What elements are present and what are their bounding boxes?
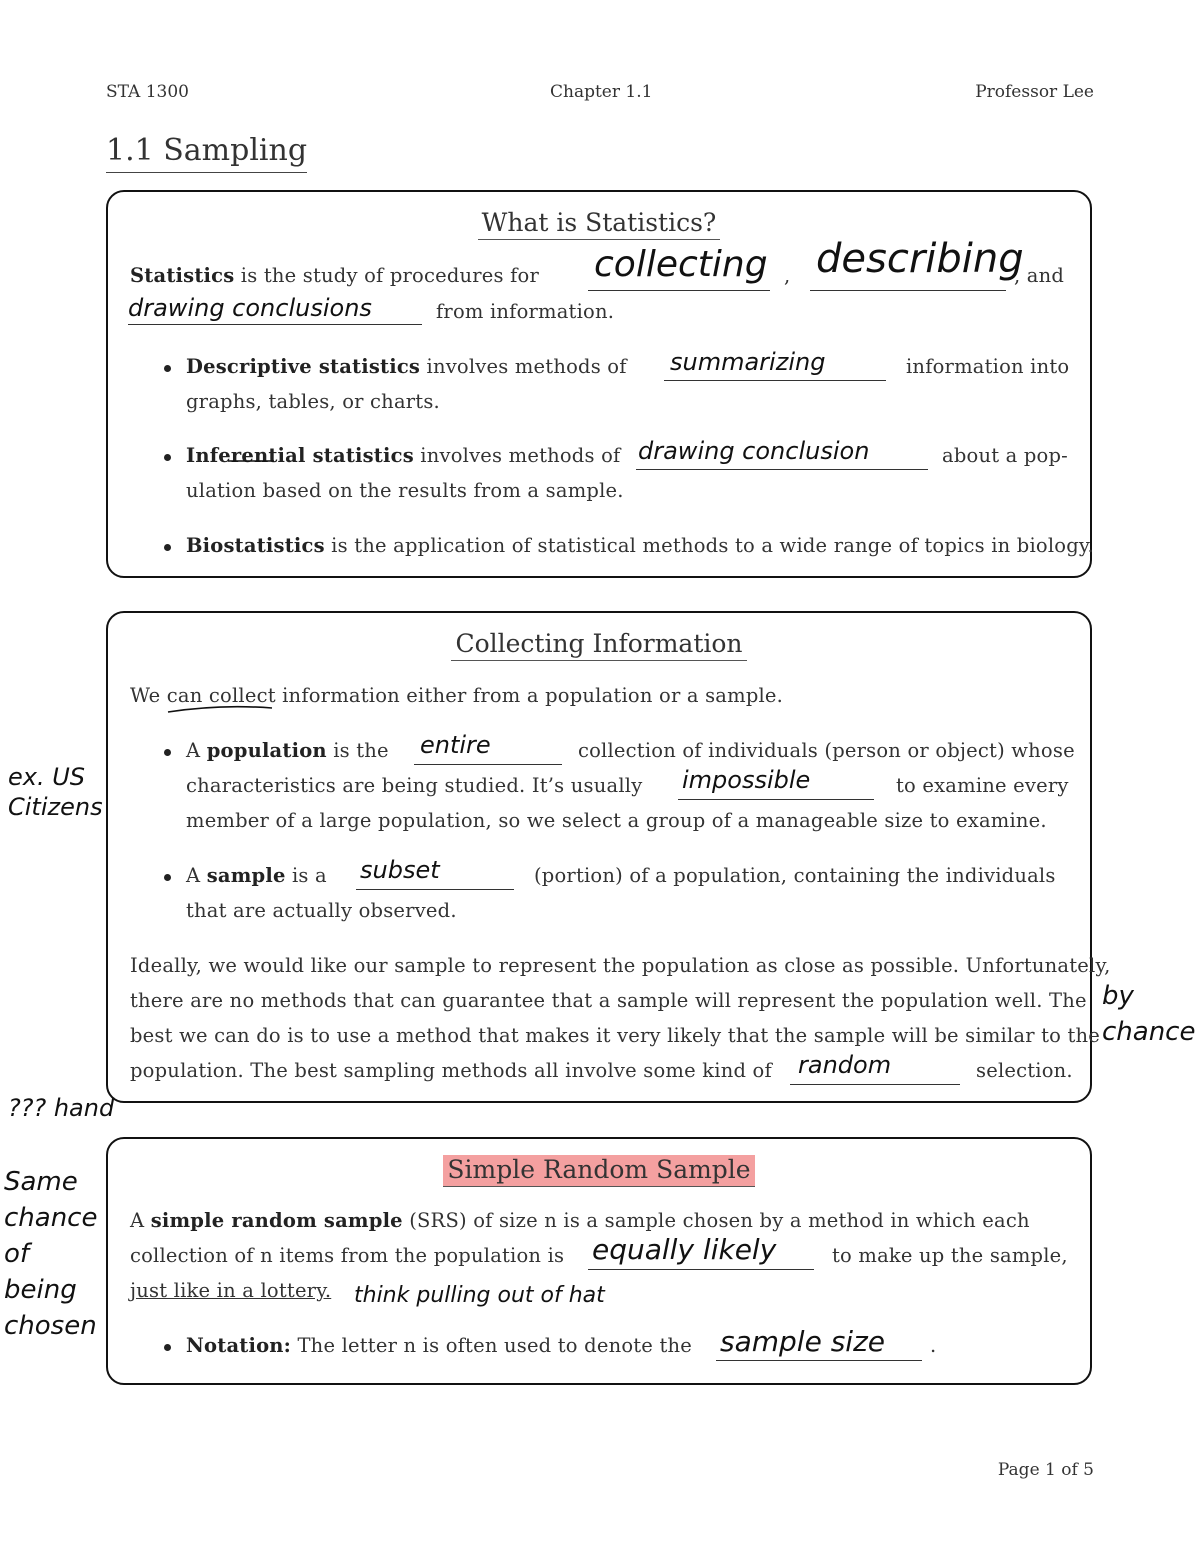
section-title: 1.1 Sampling [106,132,307,173]
handwritten-hat-note: think pulling out of hat [354,1283,605,1308]
population-line-3: member of a large population, so we select a group of a manageable size to examine. [186,809,1047,832]
page-number: Page 1 of 5 [997,1460,1094,1480]
what-is-statistics-box [106,190,1092,578]
descriptive-line-2: graphs, tables, or charts. [186,390,440,413]
population-line-1 [186,733,389,768]
blank-drawing-conclusion [636,469,928,470]
collecting-information-box [106,611,1111,1103]
box-title: What is Statistics? [478,208,721,240]
blank-impossible [678,799,874,800]
box-title: Simple Random Sample [443,1155,754,1187]
is-a: is a [285,864,327,887]
handwritten-entire: entire [420,731,491,759]
information-into: information into [906,355,1070,378]
term-notation: Notation: [186,1334,292,1357]
from-information: from information. [436,300,615,323]
handwritten-equally-likely: equally likely [592,1233,777,1266]
handwritten-subset: subset [360,856,440,884]
is-the: is the [326,739,389,762]
term-statistics: Statistics [130,264,235,287]
inferential-text: involves methods of [413,444,621,467]
bullet [164,1344,171,1351]
blank-summarizing [664,380,886,381]
handwritten-sample-size: sample size [720,1325,885,1358]
a-text: A [186,864,207,887]
inferential-line-2: ulation based on the results from a sample. [186,479,624,502]
paragraph-line-2: there are no methods that can guarantee that a sample will represent the population well. The [130,989,1087,1012]
term-srs: simple random sample [150,1209,403,1232]
comma: , [784,264,791,287]
professor-name: Professor Lee [975,82,1094,102]
term-population: population [206,739,327,762]
blank-sample-size [716,1360,922,1361]
sample-line-2: that are actually observed. [186,899,457,922]
chapter-label: Chapter 1.1 [550,82,653,102]
paragraph-line-4b: selection. [976,1059,1073,1082]
definition-line-1 [130,258,539,293]
handwritten-impossible: impossible [682,766,811,794]
blank-collecting [588,290,770,291]
bullet [164,454,171,461]
paragraph-line-1: Ideally, we would like our sample to represent the population as close as possible. Unfortunately, [130,954,1111,977]
bullet [164,365,171,372]
handwritten-describing: describing [816,236,1024,282]
population-line-2a: characteristics are being studied. It’s usually [186,774,643,797]
blank-equally-likely [588,1269,814,1270]
sample-line-1 [186,858,327,893]
handwritten-drawing-conclusions: drawing conclusions [128,294,372,322]
handwritten-summarizing: summarizing [670,348,826,376]
collect-intro: We can collect information either from a population or a sample. [130,684,784,707]
inferential-line-1 [186,438,620,473]
srs-line-2b: to make up the sample, [832,1244,1068,1267]
bullet [164,749,171,756]
population-after: collection of individuals (person or object) whose [578,739,1075,762]
biostatistics-line [186,528,1094,563]
box-title: Collecting Information [451,629,746,661]
a-text: A [130,1209,151,1232]
term-sample: sample [206,864,286,887]
blank-describing [810,290,1006,291]
term-inferential: Inferential statistics [186,444,414,467]
margin-note-by-chance: by chance [1102,981,1196,1047]
handwritten-collecting: collecting [594,244,768,285]
srs-definition: (SRS) of size n is a sample chosen by a method in which each [402,1209,1030,1232]
a-text: A [186,739,207,762]
bullet [164,544,171,551]
term-biostatistics: Biostatistics [186,534,325,557]
paragraph-line-4a: population. The best sampling methods all involve some kind of [130,1059,772,1082]
definition-text: is the study of procedures for [234,264,540,287]
population-line-2b: to examine every [896,774,1069,797]
handwritten-drawing-conclusion: drawing conclusion [638,437,870,465]
sample-after: (portion) of a population, containing the individuals [534,864,1056,887]
blank-subset [356,889,514,890]
margin-note-same-chance: Same chance of being chosen [4,1167,98,1341]
blank-drawing-conclusions [128,324,422,325]
blank-entire [414,764,562,765]
srs-line-1 [130,1203,1030,1238]
simple-random-sample-box [106,1137,1092,1385]
notation-text: The letter n is often used to denote the [291,1334,692,1357]
margin-note-hand: ??? hand [8,1094,115,1122]
margin-note-us-citizens: ex. US Citizens [8,763,103,821]
term-descriptive: Descriptive statistics [186,355,421,378]
lottery-text: just like in a lottery. [130,1279,332,1302]
about-a-pop: about a pop- [942,444,1068,467]
bullet [164,874,171,881]
descriptive-text: involves methods of [420,355,627,378]
handwritten-random: random [798,1051,892,1079]
paragraph-line-3: best we can do is to use a method that makes it very likely that the sample will be similar to the [130,1024,1101,1047]
blank-random [790,1084,960,1085]
notation-period: . [930,1334,937,1357]
course-code: STA 1300 [106,82,189,102]
srs-line-2a: collection of n items from the population is [130,1244,565,1267]
and-text: , and [1014,264,1065,287]
biostatistics-text: is the application of statistical methods to a wide range of topics in biology. [324,534,1094,557]
notation-line [186,1328,692,1363]
descriptive-line-1 [186,349,627,384]
